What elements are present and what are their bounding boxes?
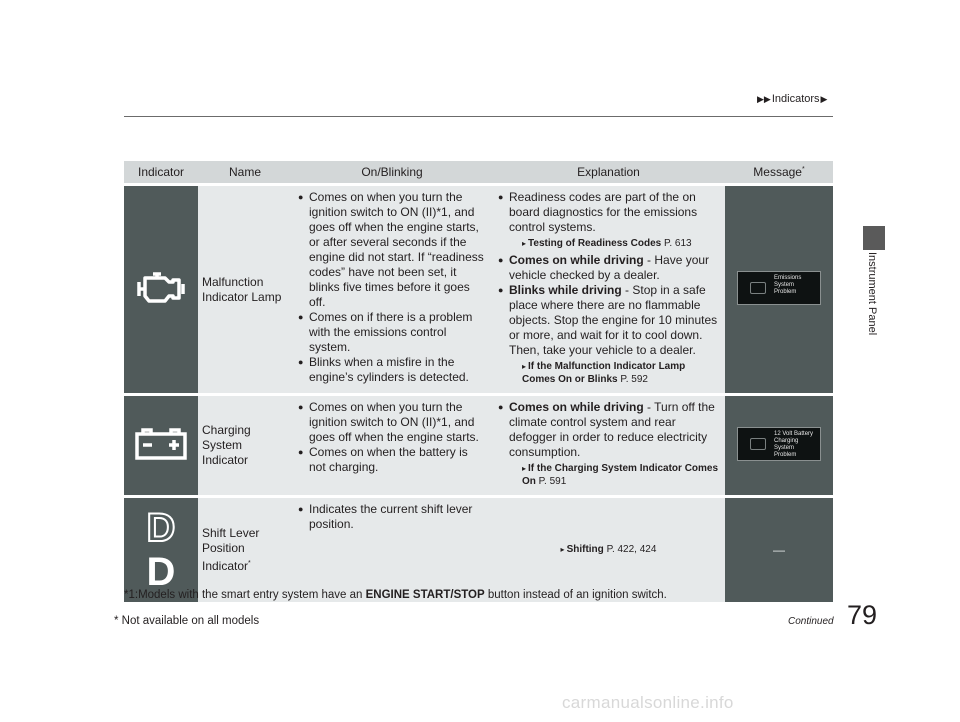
table-row (124, 186, 833, 393)
list-item: ● Comes on if there is a problem with the emissions control system. (298, 310, 486, 355)
message-cell (725, 186, 833, 393)
message-line: System (774, 444, 795, 451)
reference-arrow-icon: ▸ (560, 545, 565, 554)
table-row (124, 396, 833, 495)
list-item: ● Comes on while driving - Have your vehicle checked by a dealer. (498, 253, 719, 283)
shift-position-d-outline-icon: D (146, 506, 176, 550)
no-message-dash: — (773, 542, 785, 557)
col-header-explanation: Explanation (492, 161, 725, 183)
reference-arrow-icon: ▸ (522, 362, 527, 371)
list-item: ● Readiness codes are part of the on board diagnostics for the emissions control systems. ▸ Testing of Readiness Codes P. 613 (498, 190, 719, 250)
message-display (737, 271, 821, 305)
reference-arrow-icon: ▸ (522, 464, 527, 473)
on-blinking-cell (292, 396, 492, 495)
section-tab (863, 226, 885, 250)
explanation-cell (492, 498, 725, 602)
indicator-cell (124, 498, 198, 602)
cross-reference-link[interactable]: ▸ Shifting P. 422, 424 (560, 544, 657, 555)
message-cell (725, 498, 833, 602)
indicator-name: Charging System Indicator (198, 396, 292, 495)
indicator-cell (124, 186, 198, 393)
ignition-note: *1:Models with the smart entry system have an ENGINE START/STOP button instead of an ignition switch. (124, 589, 667, 601)
battery-icon (750, 438, 766, 450)
col-header-message: Message* (725, 161, 833, 183)
battery-icon (134, 428, 188, 460)
message-line: Problem (774, 451, 797, 458)
col-header-name: Name (198, 161, 292, 183)
explanation-cell (492, 396, 725, 495)
message-cell (725, 396, 833, 495)
section-label: Instrument Panel (866, 252, 878, 336)
on-blinking-cell (292, 498, 492, 602)
message-display (737, 427, 821, 461)
list-item: ● Blinks when a misfire in the engine’s cylinders is detected. (298, 355, 486, 385)
chevron-right-icon: ▶▶ (757, 93, 771, 104)
breadcrumb (756, 93, 828, 105)
header-rule (124, 116, 833, 117)
explanation-cell (492, 186, 725, 393)
check-engine-icon (135, 270, 187, 306)
col-header-on-blinking: On/Blinking (292, 161, 492, 183)
indicator-cell (124, 396, 198, 495)
list-item: ● Comes on when the battery is not charging. (298, 445, 486, 475)
continued-label: Continued (788, 616, 834, 627)
engine-icon (750, 282, 766, 294)
message-line: Problem (774, 288, 797, 295)
breadcrumb-label[interactable]: Indicators (771, 93, 820, 105)
list-item: ● Blinks while driving - Stop in a safe place where there are no flammable objects. Stop the engine for 10 minutes or more, and wait for it to cool down. Then, take your vehicle to a dealer. ▸ If the Malfunction Indicator Lamp Comes On or Blinks P. 592 (498, 283, 719, 386)
message-line: Charging (774, 437, 799, 444)
message-line: System (774, 281, 795, 288)
indicator-table (124, 158, 833, 605)
reference-arrow-icon: ▸ (522, 239, 527, 248)
indicator-name: Malfunction Indicator Lamp (198, 186, 292, 393)
cross-reference-link[interactable]: ▸ If the Charging System Indicator Comes On P. 591 (522, 463, 719, 487)
message-line: 12 Volt Battery (774, 430, 814, 437)
cross-reference-link[interactable]: ▸ Testing of Readiness Codes P. 613 (522, 238, 692, 249)
footnote: * Not available on all models (114, 615, 260, 627)
indicator-name: Shift Lever Position Indicator* (198, 498, 292, 602)
chevron-right-icon: ▶ (820, 93, 828, 104)
on-blinking-cell (292, 186, 492, 393)
list-item: ● Comes on when you turn the ignition switch to ON (II)*1, and goes off when the engine starts, or after several seconds if the engine did not start. If “readiness codes” have not been set, it blinks five times before it goes off. (298, 190, 486, 310)
list-item: ● Indicates the current shift lever position. (298, 502, 486, 532)
page-number: 79 (847, 600, 878, 630)
col-header-indicator: Indicator (124, 161, 198, 183)
table-header-row (124, 161, 833, 183)
watermark: carmanualsonline.info (562, 693, 734, 712)
shift-position-d-icon: D (146, 550, 176, 594)
table-row (124, 498, 833, 602)
list-item: ● Comes on when you turn the ignition switch to ON (II)*1, and goes off when the engine starts. (298, 400, 486, 445)
message-line: Emissions (774, 274, 802, 281)
list-item: ● Comes on while driving - Turn off the climate control system and rear defogger in order to reduce electricity consumption. ▸ If the Charging System Indicator Comes On P. 591 (498, 400, 719, 488)
cross-reference-link[interactable]: ▸ If the Malfunction Indicator Lamp Comes On or Blinks P. 592 (522, 361, 686, 385)
